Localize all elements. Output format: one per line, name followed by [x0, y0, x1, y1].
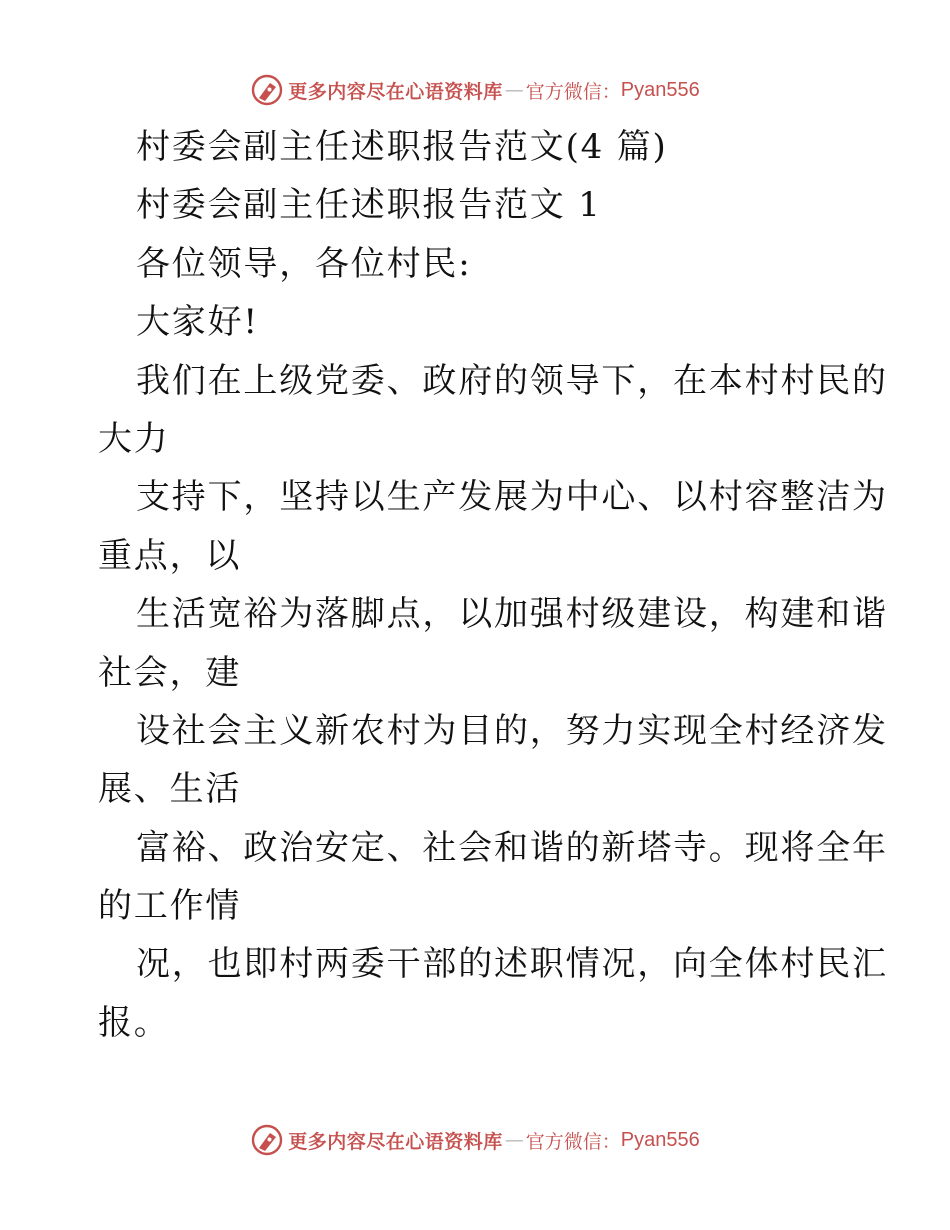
paragraph-line: 我们在上级党委、政府的领导下，在本村村民的	[136, 360, 888, 401]
document-title: 村委会副主任述职报告范文(4 篇)	[136, 127, 668, 167]
paragraph-line: 重点，以	[98, 535, 242, 576]
paragraph-line: 况，也即村两委干部的述职情况，向全体村民汇	[136, 944, 888, 985]
footer-banner	[0, 1120, 950, 1160]
banner-wechat-label: 官方微信：	[525, 1130, 621, 1153]
paragraph-line: 富裕、政治安定、社会和谐的新塔寺。现将全年	[136, 827, 888, 868]
banner-main-text: 更多内容尽在心语资料库	[288, 80, 503, 103]
header-banner	[0, 70, 950, 110]
banner-main-text: 更多内容尽在心语资料库	[288, 1130, 503, 1153]
section-heading: 村委会副主任述职报告范文 1	[136, 185, 602, 226]
pen-nib-circle-icon	[250, 1123, 284, 1157]
pen-nib-circle-icon	[250, 73, 284, 107]
paragraph-line: 生活宽裕为落脚点，以加强村级建设，构建和谐	[136, 594, 888, 635]
paragraph-line: 支持下，坚持以生产发展为中心、以村容整洁为	[136, 477, 888, 518]
banner-separator: —	[504, 79, 524, 101]
paragraph-line: 设社会主义新农村为目的，努力实现全村经济发	[136, 710, 888, 751]
salutation: 各位领导，各位村民:	[136, 243, 472, 284]
banner-separator: —	[504, 1129, 524, 1151]
paragraph-line: 社会，建	[98, 652, 242, 693]
paragraph-line: 的工作情	[98, 886, 242, 927]
banner-wechat-id: Pyan556	[620, 1128, 700, 1151]
greeting: 大家好!	[136, 302, 259, 343]
banner-wechat-id: Pyan556	[620, 78, 700, 101]
paragraph-line: 报。	[98, 1002, 170, 1043]
banner-wechat-label: 官方微信：	[525, 80, 621, 103]
paragraph-line: 大力	[98, 418, 170, 459]
paragraph-line: 展、生活	[98, 769, 242, 810]
document-body	[98, 118, 888, 1052]
